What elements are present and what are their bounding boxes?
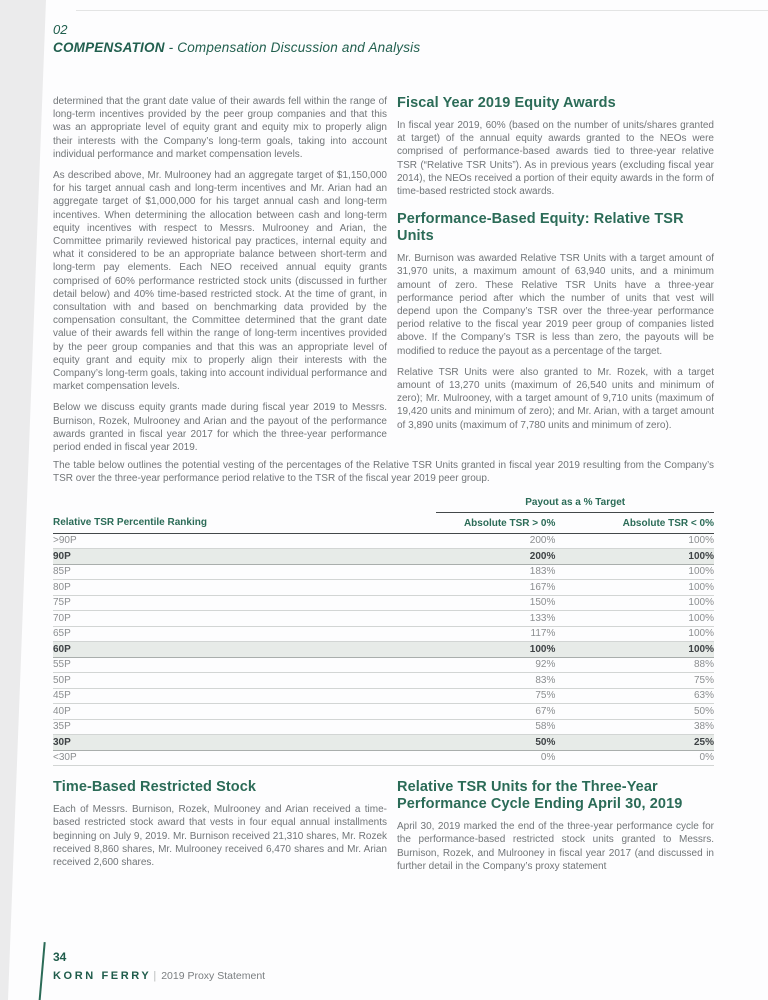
paragraph: Mr. Burnison was awarded Relative TSR Units with a target amount of 31,970 units, a maximum amount of 63,940 units, and a minimum amount of zero. These Relative TSR Units have a three-year performance period after which the number of units that vest will depend upon the Company’s TSR over the three-year performance period relative to the fiscal year 2019 peer group of companies listed above. If the Company’s TSR is less than zero, the payouts will be modified to reduce the payout as a percentage of the target. [397,253,714,357]
table-row [53,673,714,689]
paragraph: determined that the grant date value of their awards fell within the range of long-term incentives provided by the peer group companies and that this was an appropriate level of equity grant and equity mix to properly align their interests with the Company’s long-term goals, taking into account individual performance and market compensation levels. [53,96,387,160]
rank-cell: 40P [53,704,436,720]
table-intro-paragraph: The table below outlines the potential vesting of the percentages of the Relative TSR Units granted in fiscal year 2019 resulting from the Company’s TSR over the three-year performance period relative to the TSR of the fiscal year 2019 peer group. [53,460,714,485]
payout-tsr-lt-0-cell: 100% [555,611,714,627]
footer-label: 2019 Proxy Statement [161,970,266,982]
table-row [53,580,714,596]
section-title-dash: - [164,40,178,55]
lower-two-columns [53,779,714,873]
rank-cell: 80P [53,580,436,596]
paragraph: Relative TSR Units were also granted to Mr. Rozek, with a target amount of 13,270 units (maximum of 26,540 units and minimum of zero); Mr. Mulrooney, with a target amount of 9,710 units (maximum of 19,420 units and minimum of zero); and Mr. Arian, with a target amount of 3,890 units (maximum of 7,780 units and minimum of zero). [397,366,714,431]
table-row [53,688,714,704]
rank-cell: 55P [53,657,436,673]
paragraph: In fiscal year 2019, 60% (based on the number of units/shares granted at target) of the annual equity awards granted to the NEOs were comprised of performance-based awards tied to three-year relative TSR (“Relative TSR Units”). As in previous years (excluding fiscal year 2014), the NEOs received a portion of their equity awards in the form of time-based restricted stock awards. [397,120,714,198]
payout-tsr-gt-0-cell: 83% [436,673,555,689]
page-number: 34 [53,950,67,964]
payout-tsr-lt-0-cell: 100% [555,626,714,642]
payout-tsr-lt-0-cell: 63% [555,688,714,704]
footer-accent-line [38,942,45,1000]
payout-tsr-gt-0-cell: 200% [436,549,555,565]
payout-tsr-gt-0-cell: 92% [436,657,555,673]
korn-ferry-logo: KORN FERRY [53,970,152,982]
spanner-empty-cell [53,497,436,513]
payout-tsr-gt-0-cell: 67% [436,704,555,720]
payout-tsr-lt-0-cell: 75% [555,673,714,689]
rank-cell: 75P [53,595,436,611]
spanner-row [53,497,714,513]
page-header [53,22,714,55]
payout-tsr-lt-0-cell: 100% [555,595,714,611]
payout-tsr-gt-0-cell: 58% [436,719,555,735]
rank-cell: 45P [53,688,436,704]
heading-fiscal-year-2019-equity-awards: Fiscal Year 2019 Equity Awards [397,95,616,111]
rank-cell: 35P [53,719,436,735]
payout-tsr-lt-0-cell: 50% [555,704,714,720]
table-row [53,719,714,735]
section-title-bold: COMPENSATION [53,40,165,55]
rank-cell: >90P [53,533,436,549]
paragraph: As described above, Mr. Mulrooney had an aggregate target of $1,150,000 for his target annual cash and long-term incentives and Mr. Arian had an aggregate target of $1,000,000 for his target annual cash and long-term incentives. When determining the allocation between cash and long-term equity incentives with respect to Messrs. Mulrooney and Arian, the Committee primarily reviewed historical pay practices, internal equity and what it considered to be an appropriate balance between short-term and long-term pay elements. Each NEO received annual equity grants comprised of 60% performance restricted stock units (discussed in further detail below) and 40% time-based restricted stock. At the time of grant, in consultation with and based on benchmarking data provided by the compensation consultant, the Committee determined that the grant date value of their awards fell within the range of long-term incentives provided by the peer group companies and that this was an appropriate level of equity grant and equity mix to properly align their interests with the Company’s long-term goals, taking into account individual performance and market compensation levels. [53,170,387,393]
paragraph: Below we discuss equity grants made during fiscal year 2019 to Messrs. Burnison, Rozek, Mulrooney and Arian and the payout of the performance awards granted in fiscal year 2017 for which the three-year performance period ended in fiscal year 2019. [53,402,387,454]
column-header-row [53,512,714,533]
payout-tsr-gt-0-cell: 150% [436,595,555,611]
heading-relative-tsr-units-cycle: Relative TSR Units for the Three-Year Performance Cycle Ending April 30, 2019 [397,779,683,813]
table-row [53,657,714,673]
footer-brand-row [53,966,265,984]
footer-divider: | [153,970,157,982]
table-row [53,595,714,611]
table-row [53,750,714,766]
table-header [53,497,714,534]
payout-tsr-lt-0-cell: 38% [555,719,714,735]
rank-cell: 90P [53,549,436,565]
payout-tsr-gt-0-cell: 0% [436,750,555,766]
table-row [53,704,714,720]
heading-performance-based-equity: Performance-Based Equity: Relative TSR Units [397,211,684,245]
rank-cell: 30P [53,735,436,751]
payout-tsr-gt-0-cell: 100% [436,642,555,658]
bottom-right-column [397,779,714,873]
paragraph: Each of Messrs. Burnison, Rozek, Mulrooney and Arian received a time-based restricted stock award that vests in four equal annual installments beginning on July 9, 2019. Mr. Burnison received 21,310 shares, Mr. Rozek received 8,860 shares, Mr. Mulrooney received 6,470 shares and Mr. Arian received 2,600 shares. [53,804,387,868]
payout-tsr-gt-0-cell: 200% [436,533,555,549]
rank-cell: 50P [53,673,436,689]
heading-time-based-restricted-stock: Time-Based Restricted Stock [53,779,257,796]
right-column [397,95,714,454]
payout-tsr-lt-0-cell: 100% [555,564,714,580]
payout-tsr-lt-0-cell: 100% [555,549,714,565]
payout-tsr-gt-0-cell: 133% [436,611,555,627]
upper-two-columns [53,95,714,454]
payout-spanner-header: Payout as a % Target [436,497,714,513]
payout-tsr-gt-0-cell: 50% [436,735,555,751]
rank-cell: 70P [53,611,436,627]
page-body [53,95,714,873]
payout-tsr-gt-0-cell: 183% [436,564,555,580]
rank-cell: 85P [53,564,436,580]
payout-tsr-gt-0-cell: 75% [436,688,555,704]
table-row [53,611,714,627]
payout-tsr-lt-0-cell: 100% [555,533,714,549]
payout-tsr-lt-0-cell: 25% [555,735,714,751]
table-row [53,533,714,549]
table-row [53,735,714,751]
column-header-tsr-lt-0: Absolute TSR < 0% [555,512,714,533]
table-row [53,642,714,658]
payout-tsr-lt-0-cell: 100% [555,642,714,658]
table-row [53,626,714,642]
payout-tsr-gt-0-cell: 167% [436,580,555,596]
table-body [53,533,714,766]
table-row [53,549,714,565]
rank-cell: 60P [53,642,436,658]
left-column [53,95,387,454]
page-footer [53,950,265,984]
payout-tsr-lt-0-cell: 88% [555,657,714,673]
payout-tsr-lt-0-cell: 100% [555,580,714,596]
column-header-ranking: Relative TSR Percentile Ranking [53,512,436,533]
section-title-subtitle: Compensation Discussion and Analysis [177,40,421,55]
section-title [53,40,714,55]
payout-tsr-lt-0-cell: 0% [555,750,714,766]
tsr-vesting-table [53,497,714,767]
bottom-left-column [53,779,387,873]
rank-cell: <30P [53,750,436,766]
rank-cell: 65P [53,626,436,642]
payout-tsr-gt-0-cell: 117% [436,626,555,642]
table-row [53,564,714,580]
paragraph: April 30, 2019 marked the end of the three-year performance cycle for the performance-based restricted stock units granted to Messrs. Burnison, Rozek, and Mulrooney in fiscal year 2017 (and discussed in further detail in the Company’s proxy statement [397,821,714,872]
column-header-tsr-gt-0: Absolute TSR > 0% [436,512,555,533]
section-number: 02 [53,22,68,37]
